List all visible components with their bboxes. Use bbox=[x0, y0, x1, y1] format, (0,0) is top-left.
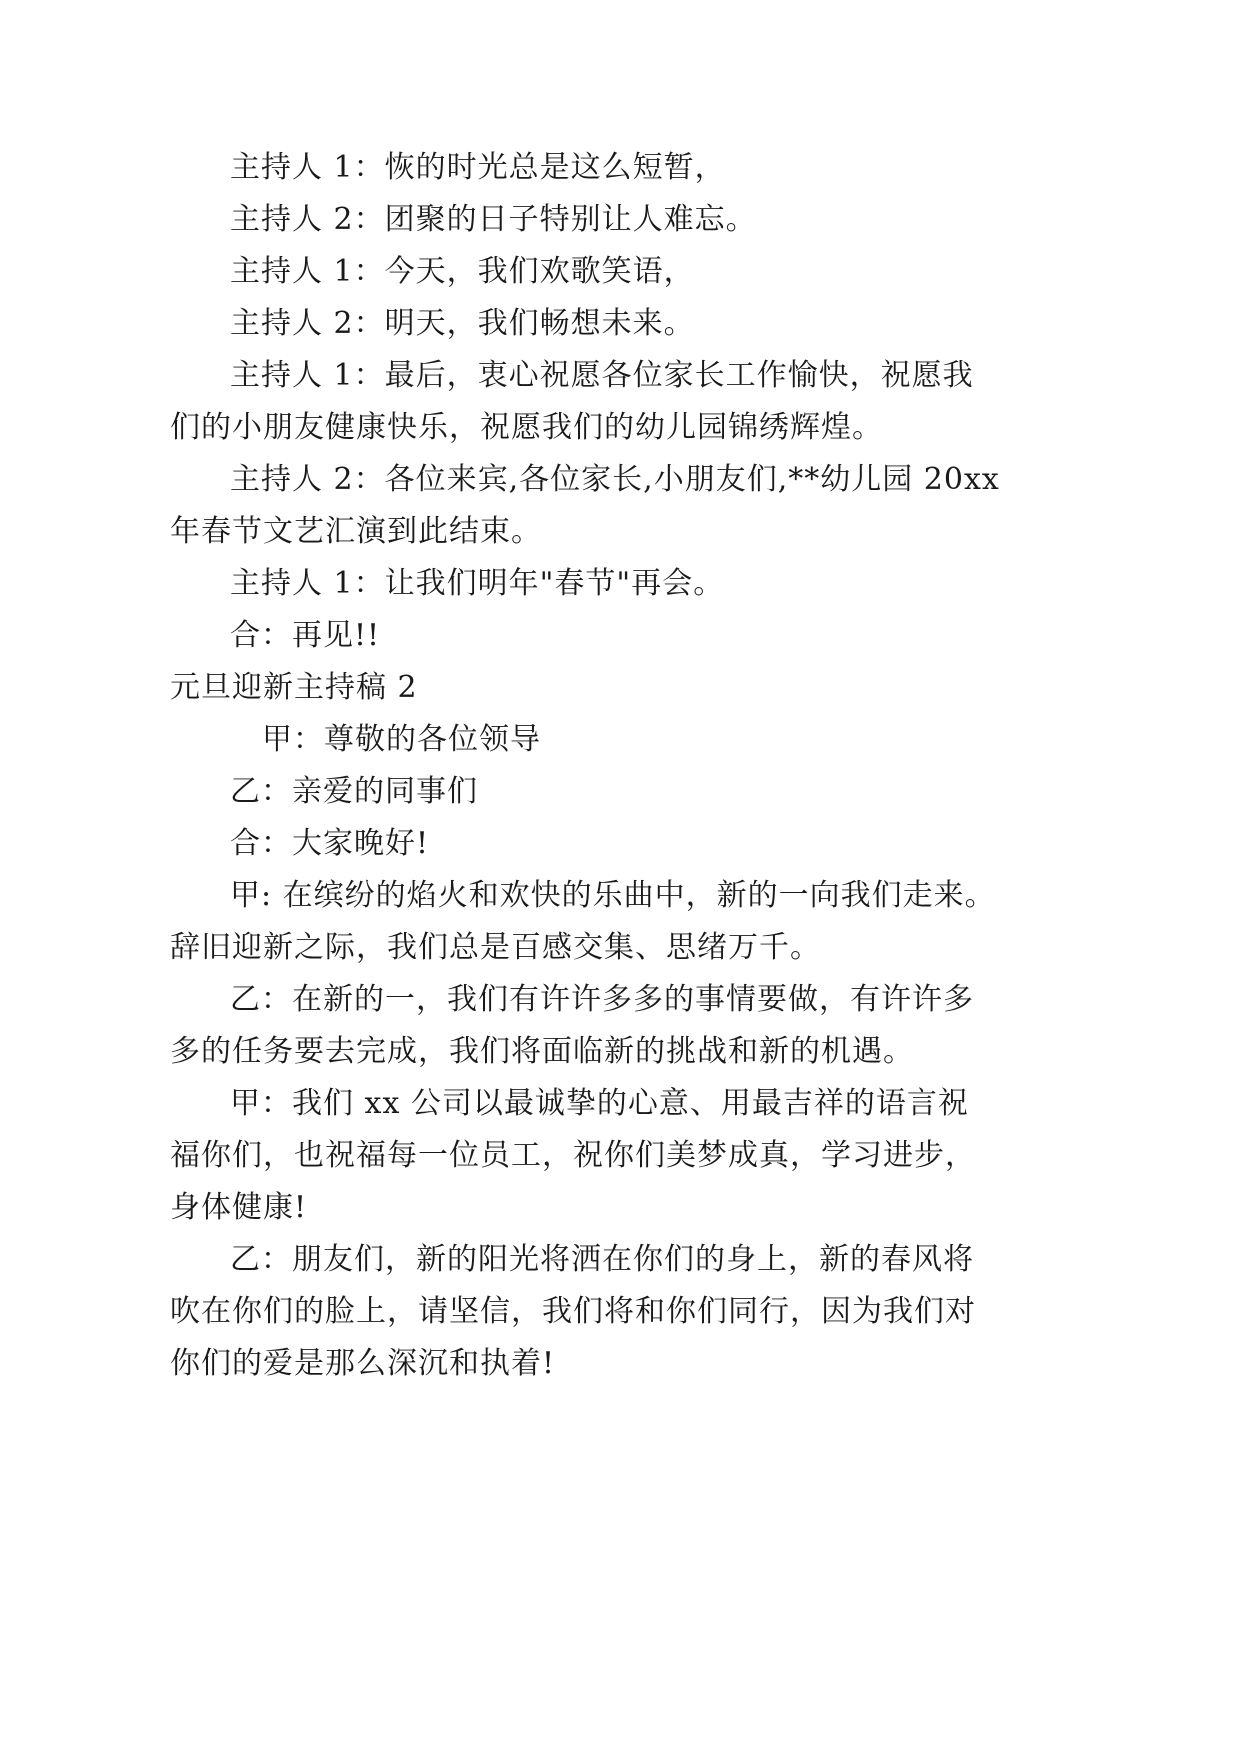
text-line: 乙：朋友们，新的阳光将洒在你们的身上，新的春风将 bbox=[230, 1242, 974, 1277]
text-line: 主持人 1：今天，我们欢歌笑语， bbox=[230, 254, 695, 289]
text-line: 吹在你们的脸上，请坚信，我们将和你们同行，因为我们对 bbox=[170, 1294, 976, 1329]
text-line: 主持人 1：让我们明年"春节"再会。 bbox=[230, 566, 725, 601]
text-line: 主持人 2：各位来宾,各位家长,小朋友们,**幼儿园 20xx bbox=[230, 462, 1000, 497]
text-line: 乙：亲爱的同事们 bbox=[230, 774, 478, 809]
text-line: 福你们，也祝福每一位员工，祝你们美梦成真，学习进步， bbox=[170, 1138, 976, 1173]
text-line: 合：大家晚好! bbox=[230, 826, 430, 861]
text-line: 主持人 2：团聚的日子特别让人难忘。 bbox=[230, 202, 757, 237]
text-line: 主持人 2：明天，我们畅想未来。 bbox=[230, 306, 695, 341]
text-line: 合：再见!! bbox=[230, 618, 381, 653]
text-line: 主持人 1：最后，衷心祝愿各位家长工作愉快，祝愿我 bbox=[230, 358, 974, 393]
section-heading: 元旦迎新主持稿 2 bbox=[170, 670, 418, 705]
text-line: 甲：尊敬的各位领导 bbox=[262, 722, 541, 757]
text-line: 乙：在新的一，我们有许许多多的事情要做，有许许多 bbox=[230, 982, 974, 1017]
text-line: 多的任务要去完成，我们将面临新的挑战和新的机遇。 bbox=[170, 1034, 914, 1069]
text-line: 年春节文艺汇演到此结束。 bbox=[170, 514, 542, 549]
text-line: 身体健康! bbox=[170, 1190, 308, 1225]
text-line: 们的小朋友健康快乐，祝愿我们的幼儿园锦绣辉煌。 bbox=[170, 410, 883, 445]
text-line: 主持人 1：恢的时光总是这么短暂， bbox=[230, 150, 726, 185]
text-line: 你们的爱是那么深沉和执着! bbox=[170, 1346, 556, 1381]
text-line: 甲: 在缤纷的焰火和欢快的乐曲中，新的一向我们走来。 bbox=[230, 878, 996, 913]
text-line: 甲：我们 xx 公司以最诚挚的心意、用最吉祥的语言祝 bbox=[230, 1086, 969, 1121]
text-line: 辞旧迎新之际，我们总是百感交集、思绪万千。 bbox=[170, 930, 821, 965]
